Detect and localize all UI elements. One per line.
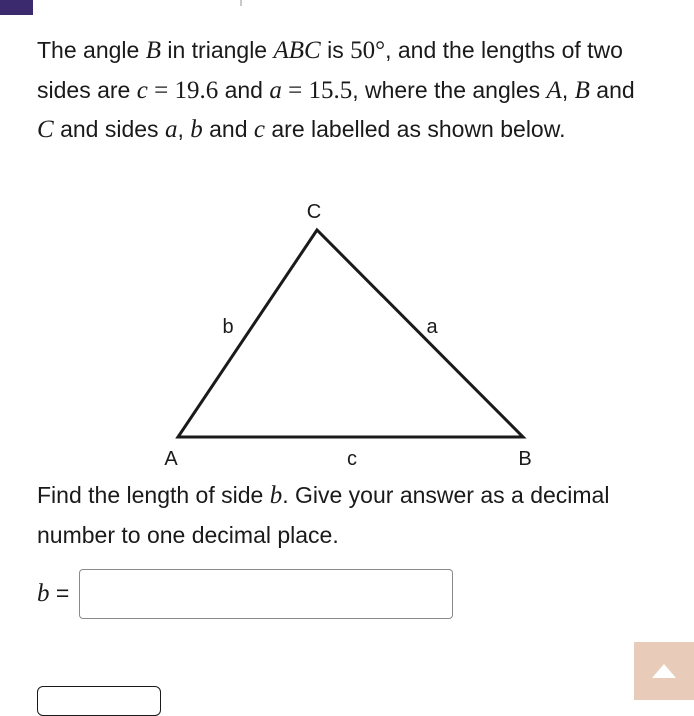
answer-label: b = — [37, 580, 70, 607]
vertex-label-b: B — [518, 448, 532, 470]
submit-button[interactable] — [37, 686, 161, 716]
header-divider — [240, 0, 242, 6]
triangle-up-icon — [651, 663, 677, 679]
side-c-value: 19.6 — [174, 76, 219, 104]
side-label-b: b — [222, 316, 234, 338]
side-label-a: a — [426, 316, 438, 338]
vertex-label-a: A — [164, 448, 178, 470]
header-accent-bar — [0, 0, 33, 15]
prompt-text: Find the length of side b. Give your answer as a decimal number to one decimal place. — [37, 482, 610, 548]
vertex-label-c: C — [306, 201, 322, 223]
side-label-c: c — [347, 448, 357, 470]
triangle-diagram — [150, 195, 550, 475]
answer-row — [37, 568, 453, 620]
question-text: The angle B in triangle ABC is 50°, and the lengths of two sides are c = 19.6 and a = 15.5, where the angles A, B and C and sides a, b and c are labelled as shown below. — [37, 37, 635, 143]
angle-value: 50° — [350, 37, 386, 64]
answer-input[interactable] — [79, 569, 453, 619]
side-a-value: 15.5 — [308, 76, 353, 104]
scroll-to-top-button[interactable] — [634, 642, 694, 700]
